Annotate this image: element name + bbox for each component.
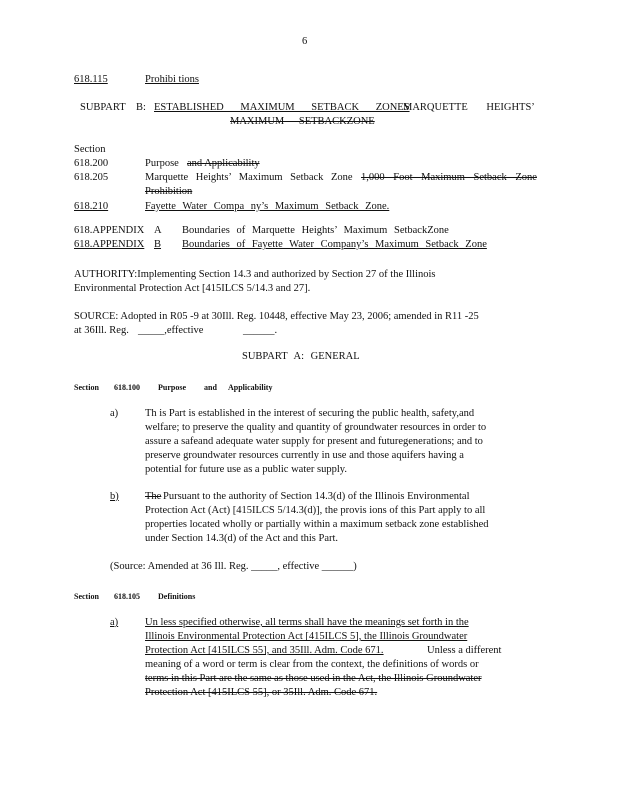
source-note-618-100: (Source: Amended at 36 Ill. Reg. _____, effective ______): [110, 561, 357, 572]
toc-618-205-number: 618.205: [74, 172, 109, 183]
definitions-a-line-3: Protection Act [415ILCS 55], and 35Ill. Adm. Code 671.: [145, 645, 384, 656]
toc-appendix-a-letter: A: [154, 225, 162, 236]
toc-subpart-b-tail: MARQUETTE HEIGHTS’: [403, 102, 535, 113]
subsection-b-line-1: Pursuant to the authority of Section 14.3(d) of the Illinois Environmental: [163, 491, 470, 502]
subsection-b-line-2: Protection Act (Act) [415ILCS 5/14.3(d)], the provis ions of this Part apply to all: [145, 505, 486, 516]
toc-618-205-struck: 1,000 Foot Maximum Setback Zone: [361, 172, 537, 183]
toc-618-115-title: Prohibi tions: [145, 74, 199, 85]
subsection-a-label: a): [110, 408, 119, 419]
authority-line-2: Environmental Protection Act [415ILCS 5/14.3 and 27].: [74, 283, 311, 294]
toc-618-200-title: Purpose: [145, 158, 179, 169]
section-618-100-number: 618.100: [114, 383, 140, 392]
subsection-a-line-5: potential for future use as a public water supply.: [145, 464, 347, 475]
subpart-a-heading: SUBPART A: GENERAL: [242, 351, 360, 362]
subsection-b-line-4: under Section 14.3(d) of the Act and this Part.: [145, 533, 339, 544]
subsection-a-line-3: assure a safeand adequate water supply for present and futuregenerations; and to: [145, 436, 483, 447]
definitions-a-line-5-struck: terms in this Part are the same as those used in the Act, the Illinois Groundwater: [145, 673, 482, 684]
authority-line-1: AUTHORITY:Implementing Section 14.3 and authorized by Section 27 of the Illinois: [74, 269, 436, 280]
toc-appendix-a-number: 618.APPENDIX: [74, 225, 145, 236]
toc-appendix-b-number: 618.APPENDIX: [74, 239, 145, 250]
toc-subpart-b-label: SUBPART: [80, 102, 126, 113]
definitions-a-line-3-tail: Unless a different: [427, 645, 502, 656]
toc-618-115-number: 618.115: [74, 74, 108, 85]
toc-appendix-b-letter: B: [154, 239, 162, 250]
section-618-105-number: 618.105: [114, 592, 140, 601]
toc-subpart-b-new-title: ESTABLISHED MAXIMUM SETBACK ZONES: [154, 102, 410, 113]
toc-618-210-number: 618.210: [74, 201, 109, 212]
definitions-a-label: a): [110, 617, 119, 628]
definitions-a-line-1: Un less specified otherwise, all terms shall have the meanings set forth in the: [145, 617, 469, 628]
source-line-2b: _____,effective: [138, 325, 204, 336]
subsection-b-struck-the: The: [145, 491, 162, 502]
section-618-100-label: Section: [74, 383, 99, 392]
section-618-100-title-b: and: [204, 383, 217, 392]
toc-618-200-number: 618.200: [74, 158, 109, 169]
section-618-105-label: Section: [74, 592, 99, 601]
source-line-2a: at 36Ill. Reg.: [74, 325, 129, 336]
toc-618-210-title: Fayette Water Compa ny’s Maximum Setback Zone.: [145, 201, 390, 212]
toc-subpart-b-struck: MAXIMUM SETBACKZONE: [230, 116, 375, 127]
toc-section-header: Section: [74, 144, 106, 155]
toc-subpart-b-letter: B:: [136, 102, 146, 113]
page-number: 6: [302, 36, 308, 47]
subsection-a-line-1: Th is Part is established in the interest of securing the public health, safety,and: [145, 408, 475, 419]
toc-appendix-b-title: Boundaries of Fayette Water Company’s Maximum Setback Zone: [182, 239, 487, 250]
section-618-100-title-a: Purpose: [158, 383, 186, 392]
subsection-a-line-2: welfare; to preserve the quality and quantity of groundwater resources in order to: [145, 422, 487, 433]
definitions-a-line-2: Illinois Environmental Protection Act [415ILCS 5], the Illinois Groundwater: [145, 631, 468, 642]
definitions-a-line-4: meaning of a word or term is clear from the context, the definitions of words or: [145, 659, 479, 670]
toc-618-205-title: Marquette Heights’ Maximum Setback Zone: [145, 172, 353, 183]
definitions-a-line-6-struck: Protection Act [415ILCS 55], or 35Ill. Adm. Code 671.: [145, 687, 378, 698]
toc-appendix-a-title: Boundaries of Marquette Heights’ Maximum SetbackZone: [182, 225, 449, 236]
source-line-1: SOURCE: Adopted in R05 -9 at 30Ill. Reg. 10448, effective May 23, 2006; amended in R11 -25: [74, 311, 479, 322]
section-618-105-title: Definitions: [158, 592, 196, 601]
section-618-100-title-c: Applicability: [228, 383, 273, 392]
toc-618-205-struck-2: Prohibition: [145, 186, 193, 197]
toc-618-200-struck: and Applicability: [187, 158, 260, 169]
subsection-a-line-4: preserve groundwater resources currently in use and those aquifers having a: [145, 450, 464, 461]
subsection-b-label: b): [110, 491, 119, 502]
subsection-b-line-3: properties located wholly or partially within a maximum setback zone established: [145, 519, 489, 530]
source-line-2c: ______.: [243, 325, 278, 336]
